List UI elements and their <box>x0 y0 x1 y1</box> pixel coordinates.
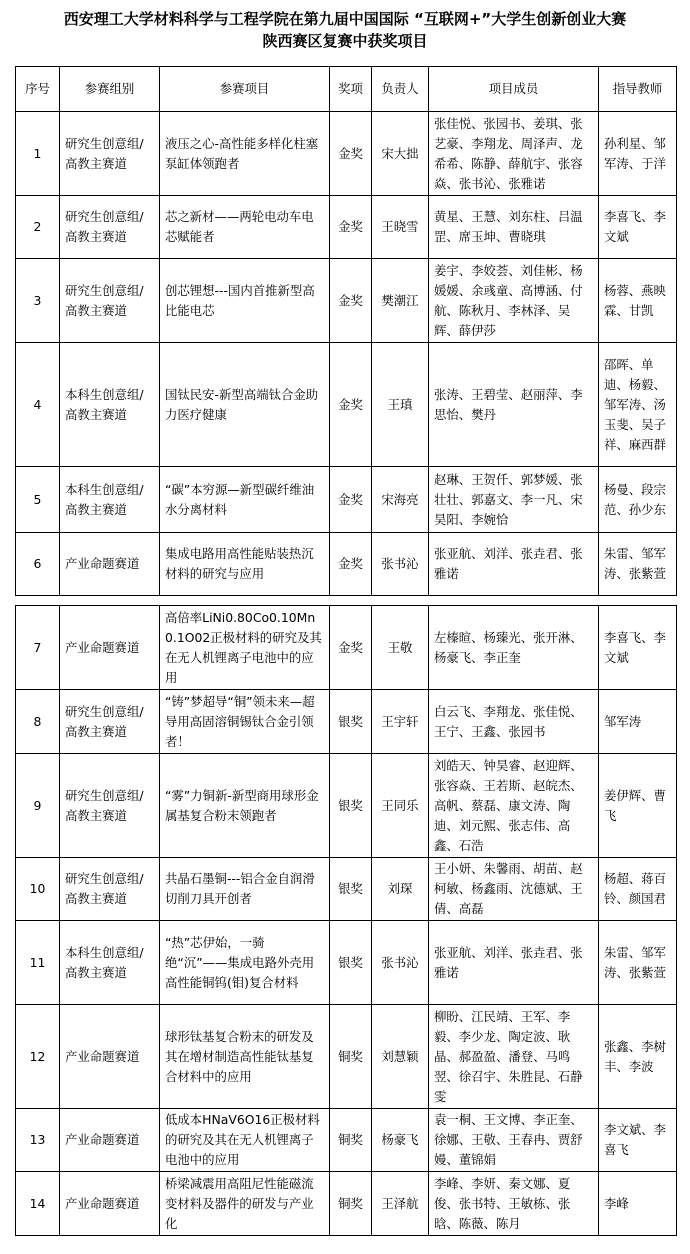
cell-members: 黄星、王慧、刘东柱、吕温罡、席玉坤、曹晓琪 <box>429 196 599 259</box>
table-row <box>16 1172 677 1236</box>
header-project: 参赛项目 <box>160 67 330 112</box>
cell-award: 金奖 <box>330 112 372 196</box>
table-row <box>16 467 677 533</box>
cell-no: 10 <box>16 858 60 921</box>
cell-no: 3 <box>16 259 60 343</box>
cell-project: 液压之心-高性能多样化柱塞泵缸体领跑者 <box>160 112 330 196</box>
cell-members: 赵琳、王贺仟、郭梦媛、张壮壮、郭嘉文、李一凡、宋昊阳、李婉恰 <box>429 467 599 533</box>
document-title <box>0 8 690 52</box>
header-award: 奖项 <box>330 67 372 112</box>
cell-no: 14 <box>16 1172 60 1236</box>
cell-leader: 张书沁 <box>372 533 429 596</box>
cell-group: 产业命题赛道 <box>60 1109 160 1172</box>
table-header-row <box>16 67 677 112</box>
cell-members: 张亚航、刘洋、张垚君、张雅诺 <box>429 921 599 1005</box>
header-advisor: 指导教师 <box>599 67 677 112</box>
cell-members: 左榛暄、杨臻光、张开淋、杨豪飞、李正奎 <box>429 606 599 690</box>
cell-members: 白云飞、李翔龙、张佳悦、王宁、王鑫、张园书 <box>429 690 599 754</box>
table-row <box>16 690 677 754</box>
cell-award: 金奖 <box>330 343 372 467</box>
cell-advisor: 李峰 <box>599 1172 677 1236</box>
table-row <box>16 606 677 690</box>
cell-members: 张亚航、刘洋、张垚君、张雅诺 <box>429 533 599 596</box>
cell-advisor: 邵晖、单迪、杨毅、邹军涛、汤玉斐、吴子祥、麻西群 <box>599 343 677 467</box>
cell-leader: 王宇轩 <box>372 690 429 754</box>
cell-award: 铜奖 <box>330 1109 372 1172</box>
cell-leader: 王瑱 <box>372 343 429 467</box>
header-members: 项目成员 <box>429 67 599 112</box>
cell-leader: 宋大拙 <box>372 112 429 196</box>
header-leader: 负责人 <box>372 67 429 112</box>
cell-no: 4 <box>16 343 60 467</box>
cell-project: 集成电路用高性能贴装热沉材料的研究与应用 <box>160 533 330 596</box>
table-row <box>16 533 677 596</box>
table-row <box>16 196 677 259</box>
cell-advisor: 李喜飞、李文斌 <box>599 606 677 690</box>
table-row <box>16 858 677 921</box>
cell-award: 铜奖 <box>330 1172 372 1236</box>
cell-project: 球形钛基复合粉末的研发及其在增材制造高性能钛基复合材料中的应用 <box>160 1005 330 1109</box>
cell-leader: 张书沁 <box>372 921 429 1005</box>
title-line-2: 陕西赛区复赛中获奖项目 <box>262 32 428 50</box>
cell-advisor: 张鑫、李树丰、李波 <box>599 1005 677 1109</box>
cell-group: 产业命题赛道 <box>60 1005 160 1109</box>
cell-leader: 刘慧颖 <box>372 1005 429 1109</box>
cell-project: “热”芯伊始，一骑绝“沉”——集成电路外壳用高性能铜钨(钼)复合材料 <box>160 921 330 1005</box>
cell-award: 银奖 <box>330 690 372 754</box>
cell-group: 研究生创意组/高教主赛道 <box>60 112 160 196</box>
cell-no: 5 <box>16 467 60 533</box>
cell-members: 张佳悦、张园书、姜琪、张艺豪、李翔龙、周泽声、龙希希、陈静、薛航宇、张容焱、张书沁、张雅诺 <box>429 112 599 196</box>
cell-members: 柳盼、江民靖、王军、李毅、李少龙、陶定波、耿晶、郝盈盈、潘登、马鸣翌、徐召宇、朱胜昆、石静雯 <box>429 1005 599 1109</box>
cell-group: 产业命题赛道 <box>60 1172 160 1236</box>
cell-group: 研究生创意组/高教主赛道 <box>60 754 160 858</box>
cell-project: 低成本HNaV6O16正极材料的研究及其在无人机锂离子电池中的应用 <box>160 1109 330 1172</box>
cell-leader: 宋海亮 <box>372 467 429 533</box>
table-row <box>16 1005 677 1109</box>
table-row <box>16 1109 677 1172</box>
cell-leader: 王泽航 <box>372 1172 429 1236</box>
cell-advisor: 杨曼、段宗范、孙少东 <box>599 467 677 533</box>
cell-award: 铜奖 <box>330 1005 372 1109</box>
cell-group: 本科生创意组/高教主赛道 <box>60 467 160 533</box>
cell-award: 金奖 <box>330 259 372 343</box>
cell-group: 产业命题赛道 <box>60 533 160 596</box>
cell-advisor: 朱雷、邹军涛、张紫萱 <box>599 533 677 596</box>
cell-award: 银奖 <box>330 754 372 858</box>
cell-award: 银奖 <box>330 921 372 1005</box>
cell-advisor: 杨超、蒋百铃、颜国君 <box>599 858 677 921</box>
cell-no: 2 <box>16 196 60 259</box>
cell-no: 9 <box>16 754 60 858</box>
cell-members: 王小妍、朱馨雨、胡苗、赵柯敏、杨鑫雨、沈德斌、王倩、高磊 <box>429 858 599 921</box>
table-row <box>16 754 677 858</box>
cell-no: 12 <box>16 1005 60 1109</box>
cell-group: 研究生创意组/高教主赛道 <box>60 858 160 921</box>
cell-project: 高倍率LiNi0.80Co0.10Mn0.1O02正极材料的研究及其在无人机锂离子电池中的应用 <box>160 606 330 690</box>
cell-leader: 杨豪飞 <box>372 1109 429 1172</box>
cell-project: 国钛民安-新型高端钛合金助力医疗健康 <box>160 343 330 467</box>
cell-no: 8 <box>16 690 60 754</box>
cell-group: 产业命题赛道 <box>60 606 160 690</box>
cell-group: 研究生创意组/高教主赛道 <box>60 196 160 259</box>
header-no: 序号 <box>16 67 60 112</box>
cell-award: 金奖 <box>330 533 372 596</box>
cell-group: 本科生创意组/高教主赛道 <box>60 921 160 1005</box>
cell-group: 研究生创意组/高教主赛道 <box>60 259 160 343</box>
cell-award: 金奖 <box>330 467 372 533</box>
cell-advisor: 孙利星、邹军涛、于洋 <box>599 112 677 196</box>
award-table <box>15 66 677 596</box>
cell-group: 研究生创意组/高教主赛道 <box>60 690 160 754</box>
cell-project: “铸”梦超导“铜”领未来—超导用高固溶铜锡钛合金引领者！ <box>160 690 330 754</box>
cell-project: 创芯锂想---国内首推新型高比能电芯 <box>160 259 330 343</box>
cell-project: “雾”力铜新-新型商用球形金属基复合粉末领跑者 <box>160 754 330 858</box>
cell-group: 本科生创意组/高教主赛道 <box>60 343 160 467</box>
cell-leader: 刘琛 <box>372 858 429 921</box>
cell-advisor: 姜伊辉、曹飞 <box>599 754 677 858</box>
table-row <box>16 112 677 196</box>
cell-advisor: 李文斌、李喜飞 <box>599 1109 677 1172</box>
cell-no: 13 <box>16 1109 60 1172</box>
cell-advisor: 李喜飞、李文斌 <box>599 196 677 259</box>
cell-members: 刘皓天、钟昊睿、赵迎辉、张容焱、王若斯、赵皖杰、高帆、蔡磊、康文涛、陶迪、刘元熙、张志伟、高鑫、石浩 <box>429 754 599 858</box>
header-group: 参赛组别 <box>60 67 160 112</box>
cell-award: 金奖 <box>330 606 372 690</box>
cell-members: 李峰、李妍、秦文娜、夏俊、张书特、王敏栋、张晗、陈薇、陈月 <box>429 1172 599 1236</box>
cell-advisor: 邹军涛 <box>599 690 677 754</box>
cell-no: 7 <box>16 606 60 690</box>
cell-advisor: 朱雷、邹军涛、张紫萱 <box>599 921 677 1005</box>
cell-project: “碳”本穷源—新型碳纤维油水分离材料 <box>160 467 330 533</box>
cell-project: 桥梁减震用高阻尼性能磁流变材料及器件的研发与产业化 <box>160 1172 330 1236</box>
cell-members: 袁一桐、王文博、李正奎、徐娜、王敬、王春冉、贾舒嫚、董锦娟 <box>429 1109 599 1172</box>
table-row <box>16 343 677 467</box>
title-line-1: 西安理工大学材料科学与工程学院在第九届中国国际 “互联网+”大学生创新创业大赛 <box>63 10 627 28</box>
cell-award: 金奖 <box>330 196 372 259</box>
cell-leader: 王同乐 <box>372 754 429 858</box>
cell-members: 张涛、王碧莹、赵丽萍、李思怡、樊丹 <box>429 343 599 467</box>
cell-no: 11 <box>16 921 60 1005</box>
cell-project: 共晶石墨铜---铝合金自润滑切削刀具开创者 <box>160 858 330 921</box>
cell-project: 芯之新材——两轮电动车电芯赋能者 <box>160 196 330 259</box>
cell-leader: 王敬 <box>372 606 429 690</box>
cell-members: 姜宇、李姣荟、刘佳彬、杨媛媛、余彧童、高博涵、付航、陈秋月、李林泽、吴辉、薛伊莎 <box>429 259 599 343</box>
cell-leader: 王晓雪 <box>372 196 429 259</box>
cell-no: 1 <box>16 112 60 196</box>
cell-award: 银奖 <box>330 858 372 921</box>
award-table-continued <box>15 605 677 1236</box>
table-row <box>16 921 677 1005</box>
table-row <box>16 259 677 343</box>
cell-advisor: 杨蓉、燕映霖、甘凯 <box>599 259 677 343</box>
cell-no: 6 <box>16 533 60 596</box>
cell-leader: 樊潮江 <box>372 259 429 343</box>
